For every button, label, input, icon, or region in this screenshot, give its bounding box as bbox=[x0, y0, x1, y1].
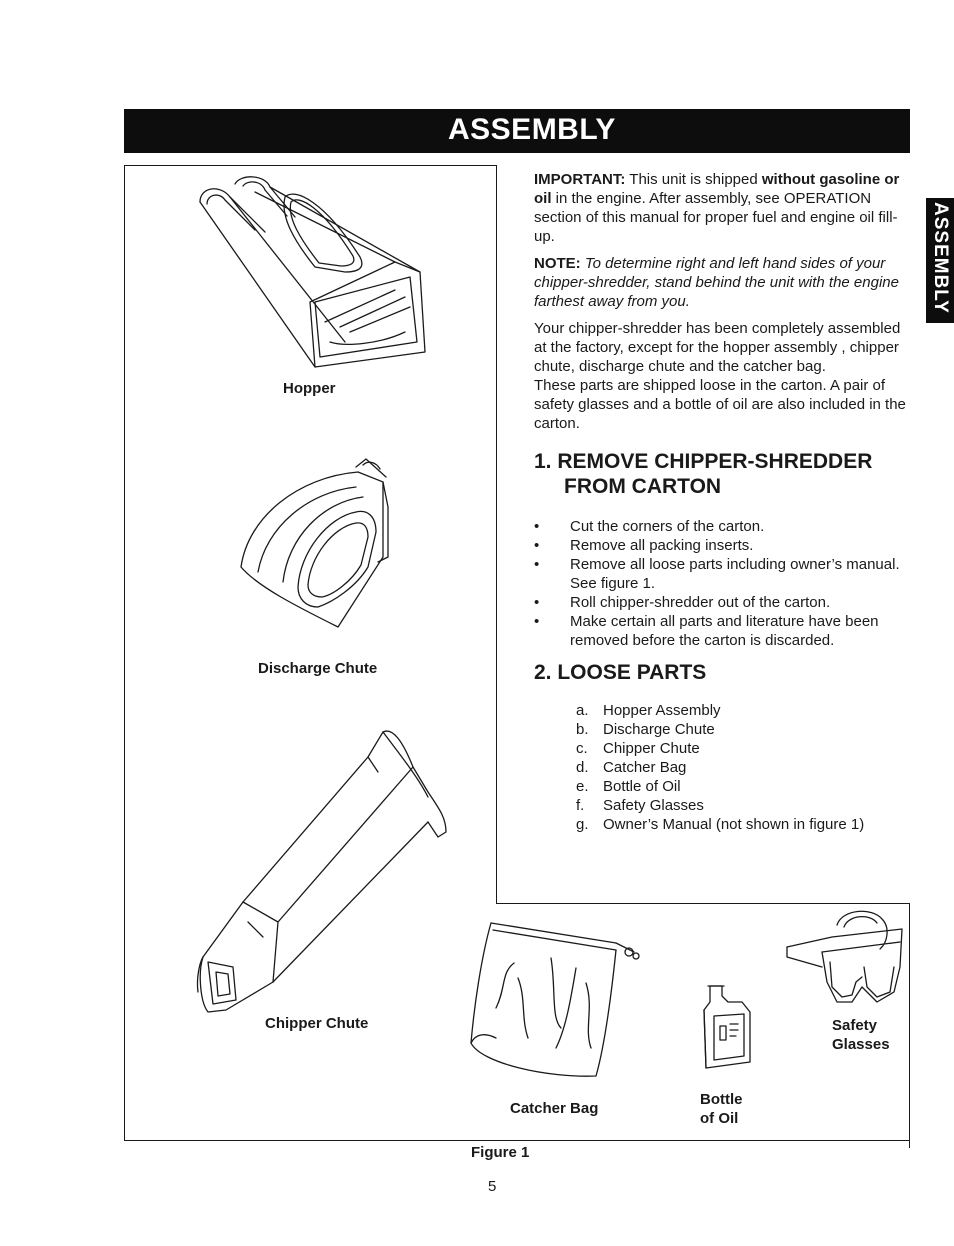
section1-title-line1: 1. REMOVE CHIPPER-SHREDDER bbox=[534, 450, 873, 473]
part-letter: b. bbox=[576, 721, 589, 738]
important-text-1: This unit is shipped bbox=[625, 171, 762, 188]
figure-frame-divider bbox=[496, 165, 497, 904]
list-item bbox=[576, 739, 906, 758]
figure-frame-right bbox=[909, 903, 910, 1148]
intro-text bbox=[534, 170, 906, 433]
figure-frame-mid bbox=[496, 903, 910, 904]
list-item: • Remove all packing inserts. bbox=[534, 536, 906, 555]
part-letter: e. bbox=[576, 778, 589, 795]
list-item bbox=[576, 796, 906, 815]
list-item: • Cut the corners of the carton. bbox=[534, 517, 906, 536]
section1-title-line2: FROM CARTON bbox=[564, 475, 722, 498]
figure-frame-top-left bbox=[124, 165, 497, 166]
part-letter: f. bbox=[576, 797, 585, 814]
oil-bottle-illustration bbox=[698, 982, 754, 1072]
list-item bbox=[576, 720, 906, 739]
side-tab bbox=[926, 198, 954, 323]
part-text: Chipper Chute bbox=[603, 740, 700, 757]
list-item: • Make certain all parts and literature have been removed before the carton is discarded. bbox=[534, 612, 906, 650]
section2-list bbox=[576, 701, 906, 834]
part-letter: g. bbox=[576, 816, 589, 833]
note-label: NOTE: bbox=[534, 255, 581, 272]
important-bold: without gasoline or oil bbox=[534, 171, 900, 207]
safety-glasses-illustration bbox=[782, 907, 906, 1007]
list-item bbox=[576, 758, 906, 777]
part-text: Bottle of Oil bbox=[603, 778, 681, 795]
safety-glasses-label-line2: Glasses bbox=[832, 1036, 890, 1053]
chipper-chute-label: Chipper Chute bbox=[265, 1015, 369, 1032]
section1-heading bbox=[534, 449, 872, 499]
list-item: • Roll chipper-shredder out of the carton. bbox=[534, 593, 906, 612]
important-text-2: in the engine. After assembly, see OPERATION section of this manual for proper fuel and engine oil fill-up. bbox=[534, 190, 898, 245]
safety-glasses-label-line1: Safety bbox=[832, 1017, 878, 1034]
note-text: To determine right and left hand sides of your chipper-shredder, stand behind the unit with the engine farthest away from you. bbox=[534, 255, 899, 310]
side-tab-label: ASSEMBLY bbox=[930, 202, 951, 314]
part-letter: c. bbox=[576, 740, 588, 757]
figure-frame-bottom bbox=[124, 1140, 910, 1141]
catcher-bag-label: Catcher Bag bbox=[510, 1100, 599, 1117]
part-text: Safety Glasses bbox=[603, 797, 704, 814]
section1-list bbox=[534, 517, 906, 650]
part-letter: d. bbox=[576, 759, 589, 776]
list-item: • Remove all loose parts including owner’s manual. See figure 1. bbox=[534, 555, 906, 593]
important-paragraph bbox=[534, 170, 906, 246]
part-text: Catcher Bag bbox=[603, 759, 687, 776]
part-letter: a. bbox=[576, 702, 589, 719]
hopper-illustration bbox=[195, 172, 430, 377]
list-item bbox=[576, 777, 906, 796]
part-text: Discharge Chute bbox=[603, 721, 715, 738]
shipped-paragraph: These parts are shipped loose in the carton. A pair of safety glasses and a bottle of oil are also included in the carton. bbox=[534, 377, 906, 432]
oil-bottle-label-line2: of Oil bbox=[700, 1110, 739, 1127]
discharge-chute-label: Discharge Chute bbox=[258, 660, 378, 677]
banner-title: ASSEMBLY bbox=[448, 113, 616, 146]
important-label: IMPORTANT: bbox=[534, 171, 626, 188]
list-item bbox=[576, 815, 906, 834]
catcher-bag-illustration bbox=[466, 918, 642, 1083]
section-banner bbox=[124, 109, 910, 153]
part-text: Hopper Assembly bbox=[603, 702, 721, 719]
part-text: Owner’s Manual (not shown in figure 1) bbox=[603, 816, 865, 833]
figure-caption: Figure 1 bbox=[471, 1144, 530, 1161]
note-paragraph bbox=[534, 254, 906, 311]
chipper-chute-illustration bbox=[188, 722, 450, 1020]
assembled-paragraph: Your chipper-shredder has been completely assembled at the factory, except for the hopper assembly , chipper chute, discharge chute and the catcher bag. bbox=[534, 320, 901, 375]
hopper-label: Hopper bbox=[283, 380, 336, 397]
oil-bottle-label-line1: Bottle bbox=[700, 1091, 743, 1108]
list-item bbox=[576, 701, 906, 720]
discharge-chute-illustration bbox=[238, 457, 398, 632]
page-number: 5 bbox=[488, 1178, 497, 1195]
figure-frame-left bbox=[124, 165, 125, 1141]
section2-heading: 2. LOOSE PARTS bbox=[534, 661, 707, 684]
